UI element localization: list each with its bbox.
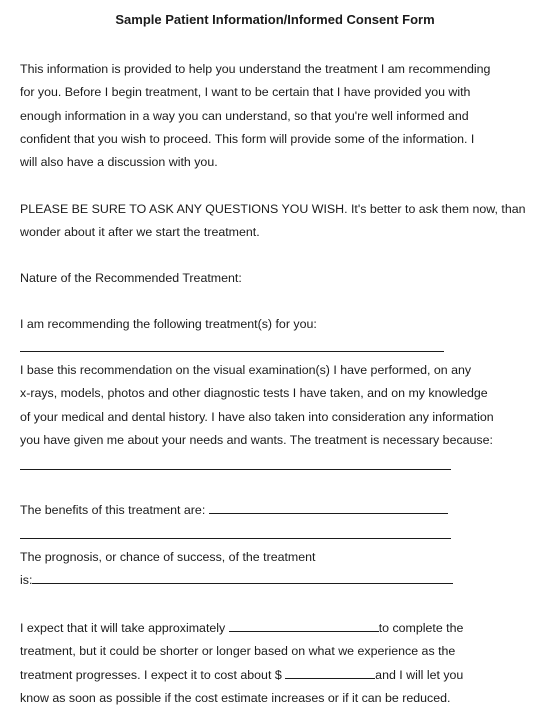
notice-line: PLEASE BE SURE TO ASK ANY QUESTIONS YOU WISH. It's better to ask them now, than [20, 202, 526, 216]
basis-line: of your medical and dental history. I have also taken into consideration any information [20, 409, 494, 424]
benefits-blank[interactable] [209, 501, 448, 514]
recommending-label: I am recommending the following treatment(s) for you: [20, 317, 317, 331]
recommended-treatment-blank[interactable] [20, 351, 444, 352]
prognosis-line: The prognosis, or chance of success, of the treatment [20, 550, 316, 564]
expect-line: know as soon as possible if the cost estimate increases or if it can be reduced. [20, 690, 451, 705]
basis-paragraph [20, 359, 535, 452]
expect-cost-suffix: and I will let you [375, 667, 464, 682]
intro-line: enough information in a way you can understand, so that you're well informed and [20, 108, 469, 123]
form-title: Sample Patient Information/Informed Consent Form [115, 12, 435, 27]
expect-line: treatment, but it could be shorter or longer based on what we experience as the [20, 644, 456, 659]
notice-line: wonder about it after we start the treatment. [20, 225, 260, 240]
basis-line: you have given me about your needs and wants. The treatment is necessary because: [20, 432, 493, 447]
basis-line: I base this recommendation on the visual examination(s) I have performed, on any [20, 363, 472, 377]
nature-heading: Nature of the Recommended Treatment: [20, 271, 242, 285]
expect-duration-suffix: to complete the [378, 621, 464, 635]
expect-duration-label: I expect that it will take approximately [20, 621, 226, 635]
prognosis-is-label: is: [20, 573, 33, 588]
intro-line: This information is provided to help you understand the treatment I am recommending [20, 62, 491, 76]
cost-blank[interactable] [285, 666, 375, 679]
benefits-extra-blank[interactable] [20, 538, 451, 539]
benefits-row [20, 499, 535, 522]
expect-paragraph [20, 617, 535, 710]
expect-cost-label: treatment progresses. I expect it to cost about $ [20, 667, 282, 682]
prognosis-line [20, 569, 535, 592]
prognosis-paragraph [20, 546, 535, 593]
intro-line: confident that you wish to proceed. This form will provide some of the information. I [20, 131, 475, 146]
intro-line: for you. Before I begin treatment, I want to be certain that I have provided you with [20, 85, 471, 100]
duration-blank[interactable] [229, 619, 379, 632]
benefits-label: The benefits of this treatment are: [20, 503, 206, 517]
necessity-reason-blank[interactable] [20, 469, 451, 470]
intro-paragraph [20, 58, 535, 174]
questions-notice [20, 198, 535, 245]
expect-line [20, 617, 535, 640]
prognosis-blank[interactable] [32, 571, 453, 584]
intro-line: will also have a discussion with you. [20, 155, 218, 170]
basis-line: x-rays, models, photos and other diagnostic tests I have taken, and on my knowledge [20, 386, 488, 401]
expect-line [20, 664, 535, 687]
